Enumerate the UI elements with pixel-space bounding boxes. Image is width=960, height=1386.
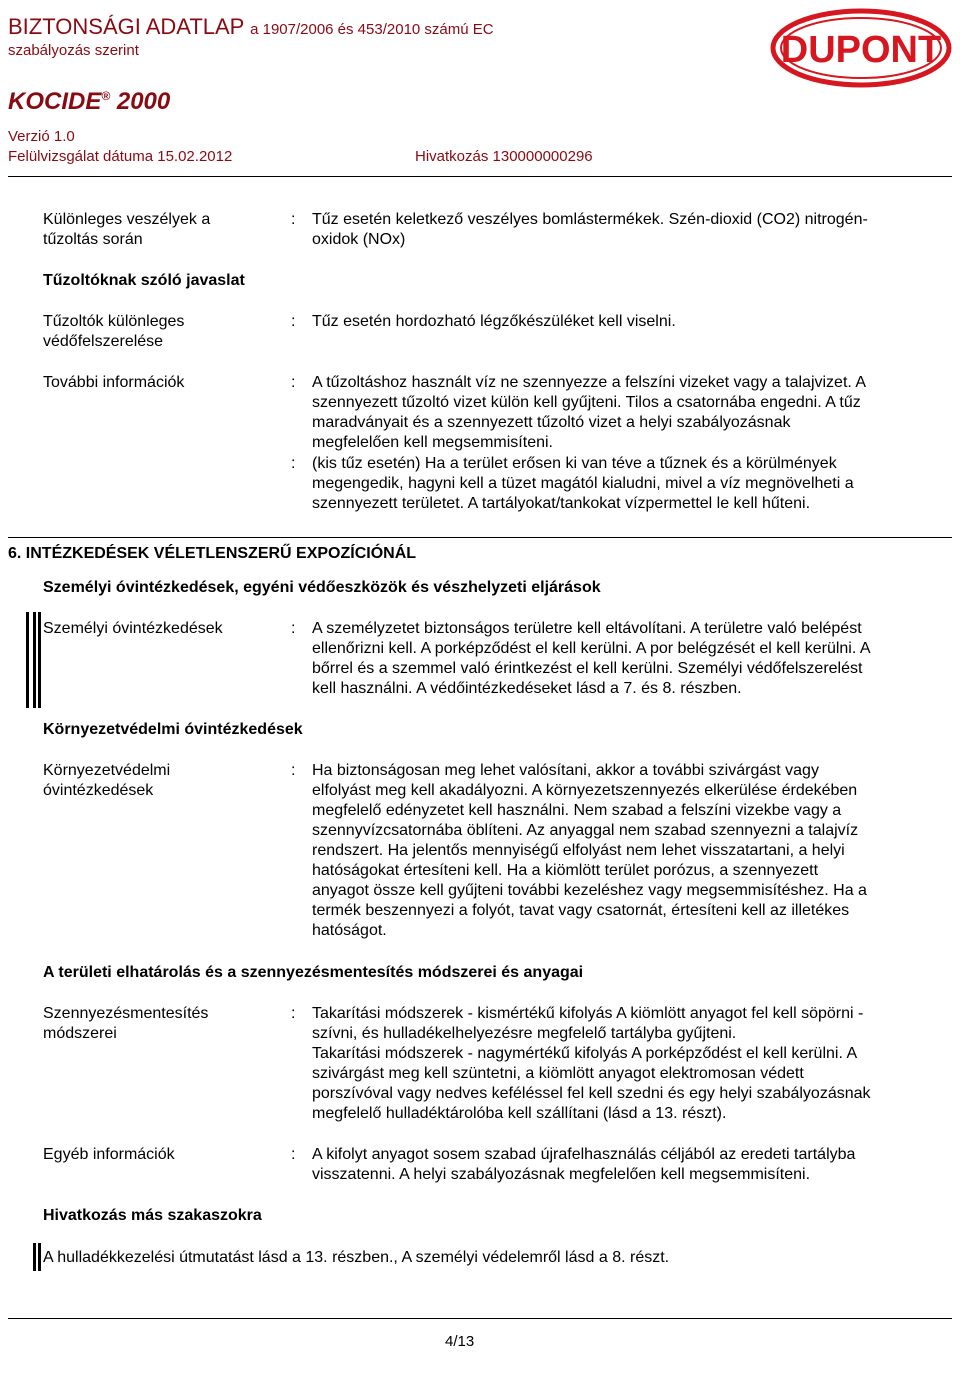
review-date: Felülvizsgálat dátuma 15.02.2012 bbox=[8, 148, 233, 165]
title-line2: szabályozás szerint bbox=[8, 42, 139, 59]
label-line: védőfelszerelése bbox=[43, 333, 164, 350]
change-bar bbox=[33, 612, 36, 708]
env-label bbox=[43, 761, 170, 801]
title-sub: a 1907/2006 és 453/2010 számú EC bbox=[250, 21, 494, 38]
value-line: rendszert. Ha jelentős mennyiségű elfolyást nem lehet visszatartani, a helyi bbox=[312, 842, 845, 859]
other-info-label: Egyéb információk bbox=[43, 1146, 175, 1163]
colon: : bbox=[291, 374, 296, 391]
special-hazards-value bbox=[312, 210, 868, 250]
value-line: megengedik, hagyni kell a tüzet magától kialudni, mivel a víz megnövelheti a bbox=[312, 475, 854, 492]
change-bar bbox=[33, 1243, 36, 1271]
firefighters-heading: Tűzoltóknak szóló javaslat bbox=[43, 272, 245, 289]
title-main: BIZTONSÁGI ADATLAP bbox=[8, 14, 244, 39]
further-info-label: További információk bbox=[43, 374, 185, 391]
dupont-logo bbox=[770, 8, 952, 88]
label-line: óvintézkedések bbox=[43, 782, 154, 799]
value-line: kell használni. A védőintézkedéseket lásd a 7. és 8. részben. bbox=[312, 680, 742, 697]
value-line: ellenőrizni kell. A porképződést el kell kerülni. A por belégzését el kell kerülni. A bbox=[312, 640, 871, 657]
value-line: megfelelően kell megsemmisíteni. bbox=[312, 434, 553, 451]
value-line: Takarítási módszerek - kismértékű kifolyás A kiömlött anyagot fel kell söpörni - bbox=[312, 1005, 864, 1022]
value-line: porszívóval vagy nedves keféléssel fel kell szedni és egy helyi szabályozásnak bbox=[312, 1085, 871, 1102]
further-info-value bbox=[312, 373, 866, 453]
label-line: tűzoltás során bbox=[43, 231, 143, 248]
value-line: megfelelő edényzetet kell használni. Nem szabad a felszíni vizekbe vagy a bbox=[312, 802, 842, 819]
document-title bbox=[8, 14, 494, 40]
registered-mark: ® bbox=[101, 89, 111, 103]
section6-title: 6. INTÉZKEDÉSEK VÉLETLENSZERŰ EXPOZÍCIÓNÁL bbox=[8, 545, 417, 562]
value-line: szennyezett területet. A tartályokat/tankokat vízpermettel le kell hűteni. bbox=[312, 495, 811, 512]
reference-heading: Hivatkozás más szakaszokra bbox=[43, 1207, 262, 1224]
value-line: termék beszennyezi a folyót, tavat vagy csatornát, értesíteni kell az illetékes bbox=[312, 902, 850, 919]
footer-divider bbox=[8, 1318, 952, 1319]
ppe-label bbox=[43, 312, 184, 352]
special-hazards-label bbox=[43, 210, 210, 250]
label-line: módszerei bbox=[43, 1025, 117, 1042]
product-name-text: KOCIDE bbox=[8, 88, 102, 115]
value-line: hatóságokat értesíteni kell. Ha a kiömlött terület porózus, a szennyezett bbox=[312, 862, 819, 879]
colon: : bbox=[291, 762, 296, 779]
product-name bbox=[8, 88, 170, 116]
value-line: A kifolyt anyagot sosem szabad újrafelhasználás céljából az eredeti tartályba bbox=[312, 1146, 856, 1163]
reference-value: A hulladékkezelési útmutatást lásd a 13. részben., A személyi védelemről lásd a 8. részt. bbox=[43, 1249, 670, 1266]
cleanup-label bbox=[43, 1004, 208, 1044]
env-value bbox=[312, 761, 867, 941]
other-info-value bbox=[312, 1145, 855, 1185]
label-line: Környezetvédelmi bbox=[43, 762, 171, 779]
change-bar bbox=[38, 1243, 41, 1271]
personal-heading: Személyi óvintézkedések, egyéni védőeszközök és vészhelyzeti eljárások bbox=[43, 579, 601, 596]
cleanup-value bbox=[312, 1004, 871, 1124]
colon: : bbox=[291, 211, 296, 228]
page-number: 4/13 bbox=[445, 1333, 475, 1350]
label-line: Szennyezésmentesítés bbox=[43, 1005, 209, 1022]
reference-number: Hivatkozás 130000000296 bbox=[415, 148, 593, 165]
ppe-value: Tűz esetén hordozható légzőkészüléket kell viselni. bbox=[312, 313, 676, 330]
change-bar bbox=[38, 612, 41, 708]
value-line: bőrrel és a szemmel való érintkezést el kell kerülni. Személyi védőfelszerelést bbox=[312, 660, 863, 677]
env-heading: Környezetvédelmi óvintézkedések bbox=[43, 721, 303, 738]
section-divider bbox=[8, 537, 952, 538]
value-line: anyagot össze kell gyűjteni további kezeléshez vagy megsemmisítéshez. Ha a bbox=[312, 882, 867, 899]
header-divider bbox=[8, 176, 952, 177]
version: Verzió 1.0 bbox=[8, 128, 75, 145]
value-line: oxidok (NOx) bbox=[312, 231, 406, 248]
colon: : bbox=[291, 1005, 296, 1022]
product-code: 2000 bbox=[116, 88, 171, 115]
value-line: szennyezett tűzoltó vizet külön kell gyűjteni. Tilos a csatornába engedni. A tűz bbox=[312, 394, 861, 411]
value-line: szivárgást meg kell szüntetni, a kiömlött anyagot elektromosan védett bbox=[312, 1065, 804, 1082]
colon: : bbox=[291, 455, 296, 472]
value-line: A tűzoltáshoz használt víz ne szennyezze a felszíni vizeket vagy a talajvizet. A bbox=[312, 374, 867, 391]
colon: : bbox=[291, 1146, 296, 1163]
value-line: megfelelő hulladéktárolóba kell szállítani (lásd a 13. részt). bbox=[312, 1105, 727, 1122]
value-line: Tűz esetén keletkező veszélyes bomlástermékek. Szén-dioxid (CO2) nitrogén- bbox=[312, 211, 868, 228]
value-line: Ha biztonságosan meg lehet valósítani, akkor a további szivárgást vagy bbox=[312, 762, 819, 779]
value-line: Takarítási módszerek - nagymértékű kifolyás A porképződést el kell kerülni. A bbox=[312, 1045, 858, 1062]
change-bar bbox=[26, 612, 29, 708]
containment-heading: A területi elhatárolás és a szennyezésmentesítés módszerei és anyagai bbox=[43, 964, 584, 981]
further-info-value-2 bbox=[312, 454, 854, 514]
personal-value bbox=[312, 619, 871, 699]
value-line: A személyzetet biztonságos területre kell eltávolítani. A területre való belépést bbox=[312, 620, 862, 637]
label-line: Tűzoltók különleges bbox=[43, 313, 185, 330]
label-line: Különleges veszélyek a bbox=[43, 211, 211, 228]
personal-label: Személyi óvintézkedések bbox=[43, 620, 223, 637]
value-line: visszatenni. A helyi szabályozásnak megfelelően kell megsemmisíteni. bbox=[312, 1166, 811, 1183]
colon: : bbox=[291, 313, 296, 330]
value-line: maradványait és a szennyezett tűzoltó vizet a helyi szabályozásnak bbox=[312, 414, 791, 431]
value-line: hatóságot. bbox=[312, 922, 387, 939]
value-line: szívni, és hulladékelhelyezésre megfelelő tartályba gyűjteni. bbox=[312, 1025, 737, 1042]
value-line: szennyvízcsatornába öblíteni. Az anyaggal nem szabad szennyezni a talajvíz bbox=[312, 822, 859, 839]
value-line: elfolyást meg kell akadályozni. A környezetszennyezés elkerülése érdekében bbox=[312, 782, 858, 799]
colon: : bbox=[291, 620, 296, 637]
value-line: (kis tűz esetén) Ha a terület erősen ki van téve a tűznek és a körülmények bbox=[312, 455, 837, 472]
logo-text: DUPONT bbox=[780, 29, 942, 71]
